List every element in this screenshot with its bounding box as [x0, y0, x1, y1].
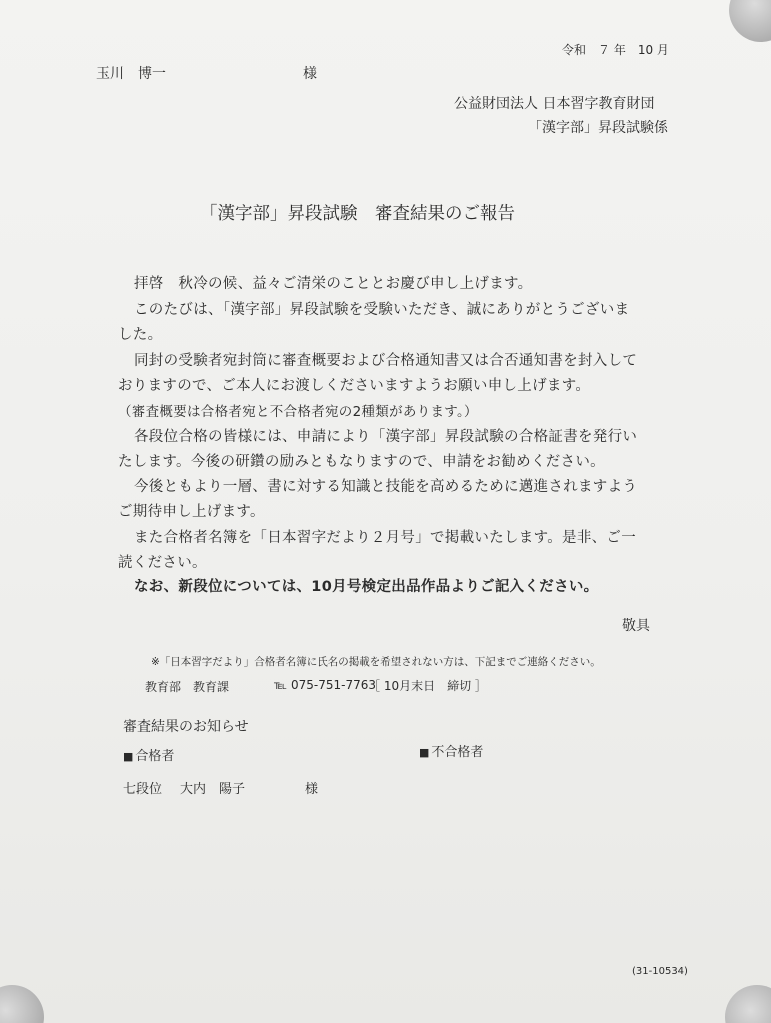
contact-department: 教育部 教育課: [145, 680, 230, 694]
body-line: （審査概要は合格者宛と不合格者宛の2種類があります。）: [118, 404, 478, 420]
contact-tel: 075-751-7763: [291, 678, 377, 692]
issue-date: 令和 ７ 年 10 月: [562, 43, 669, 57]
body-line: たします。今後の研鑽の励みともなりますので、申請をお勧めください。: [118, 454, 605, 470]
body-line: 今後ともより一層、書に対する知識と技能を高めるために邁進されますよう: [134, 479, 638, 495]
body-line: 各段位合格の皆様には、申請により「漢字部」昇段試験の合格証書を発行い: [134, 429, 638, 445]
note: ※「日本習字だより」合格者名簿に氏名の掲載を希望されない方は、下記までご連絡ください。: [151, 656, 601, 668]
sender-department: 「漢字部」昇段試験係: [528, 120, 668, 136]
passed-label-row: [123, 745, 174, 764]
sender-organization: 公益財団法人 日本習字教育財団: [454, 96, 655, 112]
pushpin-bottom-right: [725, 985, 771, 1023]
square-bullet-icon: ■: [123, 750, 134, 763]
pushpin-top-right: [729, 0, 771, 42]
body-line: 読ください。: [118, 555, 207, 571]
passed-label: 合格者: [135, 749, 175, 764]
body-line: 拝啓 秋冷の候、益々ご清栄のこととお慶び申し上げます。: [134, 276, 533, 292]
recipient-honorific: 様: [303, 66, 317, 82]
recipient-name: 玉川 博一: [96, 66, 166, 82]
results-heading: 審査結果のお知らせ: [123, 719, 249, 735]
body-line: した。: [118, 327, 163, 343]
body-line: ご期待申し上げます。: [118, 504, 265, 520]
closing: 敬具: [622, 618, 650, 634]
square-bullet-icon: ■: [419, 746, 430, 759]
document-code: (31-10534): [632, 966, 688, 977]
failed-label-row: [419, 741, 483, 760]
passed-rank: 七段位: [123, 782, 163, 797]
body-line-emphasis: なお、新段位については、10月号検定出品作品よりご記入ください。: [134, 579, 599, 595]
body-line: また合格者名簿を「日本習字だより２月号」で掲載いたします。是非、ご一: [134, 530, 637, 546]
deadline: ［ 10月末日 締切 ］: [368, 679, 487, 693]
body-line: 同封の受験者宛封筒に審査概要および合格通知書又は合否通知書を封入して: [134, 353, 638, 369]
passed-honorific: 様: [305, 782, 319, 797]
tel-label: ℡: [274, 678, 287, 692]
failed-label: 不合格者: [431, 745, 484, 760]
body-line: おりますので、ご本人にお渡しくださいますようお願い申し上げます。: [118, 378, 591, 394]
body-line: このたびは、「漢字部」昇段試験を受験いただき、誠にありがとうございま: [134, 302, 630, 318]
pushpin-bottom-left: [0, 985, 44, 1023]
document-title: 「漢字部」昇段試験 審査結果のご報告: [200, 204, 515, 224]
passed-name: 大内 陽子: [180, 782, 246, 797]
